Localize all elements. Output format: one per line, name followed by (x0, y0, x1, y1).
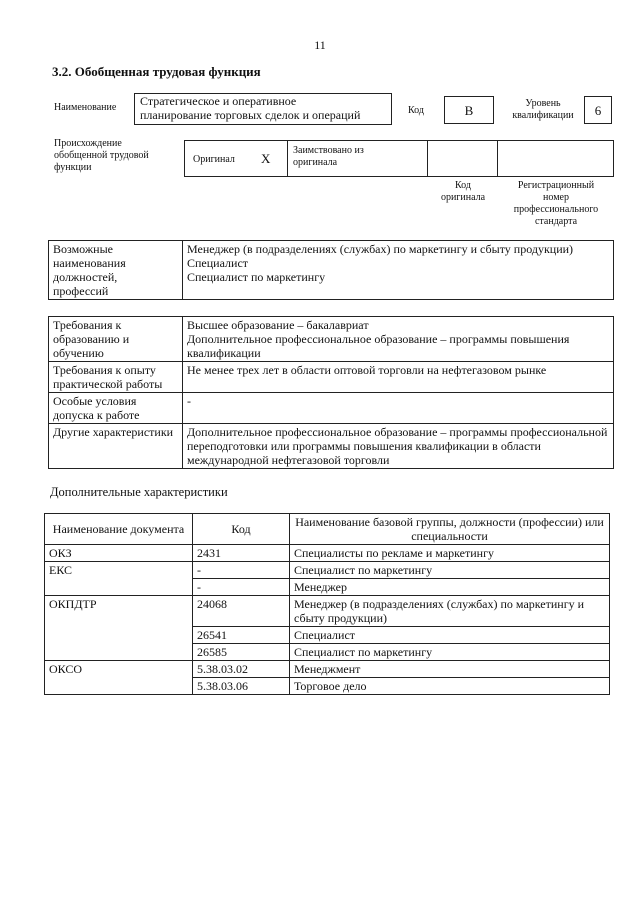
code-original-line2: оригинала (440, 192, 486, 203)
table-row (45, 661, 610, 678)
requirement-value: Высшее образование – бакалавриат Дополнительное профессиональное образование – программы повышения квалификации (183, 317, 614, 362)
cell-name: Специалисты по рекламе и маркетингу (290, 545, 610, 562)
additional-table (44, 513, 610, 695)
positions-label-line4: профессий (53, 284, 109, 298)
cell-doc: ОКЗ (45, 545, 193, 562)
cell-doc: ОКСО (45, 661, 193, 695)
reg-line1: Регистрационный (517, 180, 595, 191)
cell-name: Специалист по маркетингу (290, 562, 610, 579)
cell-code: 5.38.03.06 (193, 678, 290, 695)
name-label: Наименование (54, 102, 117, 113)
cell-code: 5.38.03.02 (193, 661, 290, 678)
reg-line3: профессионального (513, 204, 599, 215)
positions-label-line1: Возможные (53, 242, 113, 256)
cell-code: 2431 (193, 545, 290, 562)
requirement-value: Не менее трех лет в области оптовой торговли на нефтегазовом рынке (183, 362, 614, 393)
origin-divider-3 (497, 141, 498, 176)
borrowed-line2: оригинала (293, 157, 338, 168)
table-row (45, 562, 610, 579)
requirement-label: Требования к образованию и обучению (49, 317, 183, 362)
table-row (45, 596, 610, 627)
requirement-label: Требования к опыту практической работы (49, 362, 183, 393)
page-number: 11 (314, 38, 326, 52)
header-code: Код (193, 514, 290, 545)
original-label: Оригинал (193, 154, 235, 165)
additional-title: Дополнительные характеристики (50, 485, 228, 499)
original-mark: X (261, 151, 271, 166)
origin-divider-1 (287, 141, 288, 176)
origin-divider-2 (427, 141, 428, 176)
name-value-line1: Стратегическое и оперативное (140, 94, 297, 108)
cell-name: Менеджмент (290, 661, 610, 678)
position-item: Специалист по маркетингу (187, 270, 326, 284)
position-item: Менеджер (в подразделениях (службах) по маркетингу и сбыту продукции) (187, 242, 574, 256)
positions-label-line2: наименования (53, 256, 126, 270)
positions-label-line3: должностей, (53, 270, 118, 284)
cell-code: 26585 (193, 644, 290, 661)
name-value (134, 93, 392, 125)
borrowed-line1: Заимствовано из (293, 145, 364, 156)
origin-label-line2: обобщенной трудовой (54, 150, 149, 161)
table-row (45, 545, 610, 562)
requirements-table (48, 316, 614, 469)
positions-values (183, 241, 614, 300)
reg-number-label (500, 180, 612, 228)
cell-code: 26541 (193, 627, 290, 644)
cell-name: Менеджер (290, 579, 610, 596)
origin-label-line1: Происхождение (54, 138, 122, 149)
cell-code: 24068 (193, 596, 290, 627)
requirement-row (49, 317, 614, 362)
cell-code: - (193, 579, 290, 596)
position-item: Специалист (187, 256, 249, 270)
cell-doc: ЕКС (45, 562, 193, 596)
positions-label (49, 241, 183, 300)
cell-doc: ОКПДТР (45, 596, 193, 661)
requirement-row (49, 362, 614, 393)
requirement-row (49, 393, 614, 424)
header-doc: Наименование документа (45, 514, 193, 545)
requirement-label: Другие характеристики (49, 424, 183, 469)
cell-code: - (193, 562, 290, 579)
origin-label (54, 138, 149, 174)
reg-line2: номер (543, 192, 569, 203)
code-original-label (428, 180, 498, 204)
requirement-label: Особые условия допуска к работе (49, 393, 183, 424)
level-value: 6 (584, 96, 612, 124)
origin-label-line3: функции (54, 162, 92, 173)
level-label (506, 98, 580, 122)
level-label-line1: Уровень (525, 98, 561, 109)
code-label: Код (408, 105, 424, 116)
header-name: Наименование базовой группы, должности (профессии) или специальности (290, 514, 610, 545)
origin-box (184, 140, 614, 177)
cell-name: Специалист по маркетингу (290, 644, 610, 661)
code-value: B (444, 96, 494, 124)
requirement-value: Дополнительное профессиональное образование – программы профессиональной переподготовки или программы повышения квалификации в области международной нефтегазовой торговли (183, 424, 614, 469)
cell-name: Менеджер (в подразделениях (службах) по маркетингу и сбыту продукции) (290, 596, 610, 627)
code-original-line1: Код (455, 180, 471, 191)
borrowed-label (293, 145, 364, 169)
name-value-line2: планирование торговых сделок и операций (140, 108, 361, 122)
table-header-row (45, 514, 610, 545)
positions-table (48, 240, 614, 300)
section-title: 3.2. Обобщенная трудовая функция (52, 64, 261, 79)
requirement-row (49, 424, 614, 469)
cell-name: Специалист (290, 627, 610, 644)
reg-line4: стандарта (534, 216, 578, 227)
requirement-value: - (183, 393, 614, 424)
level-label-line2: квалификации (512, 110, 574, 121)
cell-name: Торговое дело (290, 678, 610, 695)
